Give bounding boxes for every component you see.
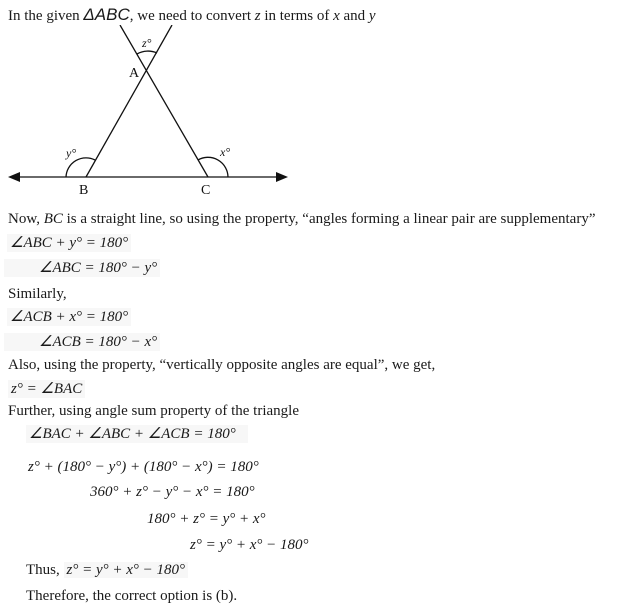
intro-text: in terms of: [260, 8, 334, 24]
line-ac: [120, 25, 208, 177]
line-ab: [86, 25, 172, 177]
triangle-figure: [0, 25, 300, 205]
angle-arc-y: [66, 158, 95, 177]
equation-3: ∠ACB + x° = 180°: [7, 308, 131, 326]
label-a: A: [129, 66, 140, 81]
intro-text: , we need to convert: [129, 8, 255, 24]
segment-bc: BC: [43, 211, 63, 227]
equation-2: ∠ABC = 180° − y°: [4, 259, 160, 277]
thus-label: Thus,: [26, 562, 64, 578]
intro-line: [8, 6, 376, 25]
equation-6: ∠BAC + ∠ABC + ∠ACB = 180°: [26, 425, 248, 443]
angle-sum-statement: Further, using angle sum property of the triangle: [8, 403, 299, 419]
conclusion: Therefore, the correct option is (b).: [26, 588, 238, 604]
equation-4: ∠ACB = 180° − x°: [4, 333, 160, 351]
intro-text: and: [339, 8, 369, 24]
linear-pair-statement: [8, 210, 596, 228]
arrow-right-icon: [276, 172, 288, 182]
label-y: y°: [66, 146, 77, 160]
triangle-name: ΔABC: [83, 5, 130, 24]
equation-7: z° + (180° − y°) + (180° − x°) = 180°: [28, 459, 259, 475]
equation-8: 360° + z° − y° − x° = 180°: [90, 484, 255, 500]
vertical-angles-statement: Also, using the property, “vertically opposite angles are equal”, we get,: [8, 357, 436, 373]
label-x: x°: [220, 145, 231, 159]
equation-5: z° = ∠BAC: [8, 380, 85, 398]
similarly-label: Similarly,: [8, 286, 67, 302]
label-b: B: [79, 183, 89, 198]
equation-9: 180° + z° = y° + x°: [147, 511, 266, 527]
final-equation: z° = y° + x° − 180°: [64, 562, 189, 578]
var-y: y: [368, 8, 376, 24]
arrow-left-icon: [8, 172, 20, 182]
thus-line: [26, 561, 188, 579]
equation-1: ∠ABC + y° = 180°: [7, 234, 131, 252]
text: Now,: [8, 211, 44, 227]
equation-10: z° = y° + x° − 180°: [190, 537, 309, 553]
var-z: z: [254, 8, 261, 24]
angle-arc-z: [137, 51, 157, 54]
label-c: C: [201, 183, 211, 198]
var-x: x: [333, 8, 340, 24]
label-z: z°: [142, 36, 152, 50]
text: is a straight line, so using the property, “angles forming a linear pair are supplementary”: [62, 211, 596, 227]
intro-text: In the given: [8, 8, 84, 24]
